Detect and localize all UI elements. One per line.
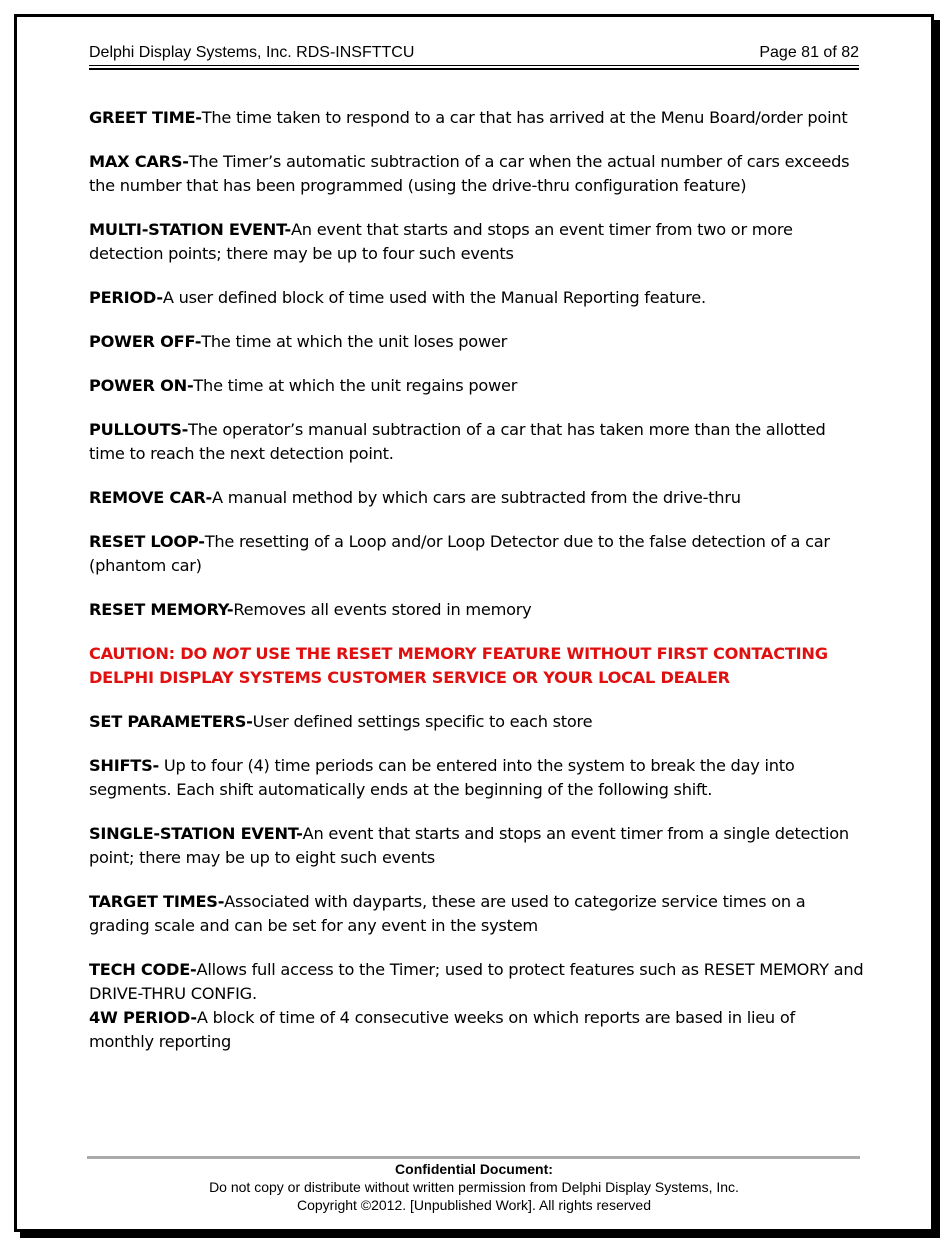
entry-term: SINGLE-STATION EVENT- [89,824,303,843]
entry-definition: The time taken to respond to a car that has arrived at the Menu Board/order point [201,108,848,127]
header-rule [89,65,859,66]
entry-definition: A user defined block of time used with the Manual Reporting feature. [162,288,706,307]
entry-term: MAX CARS- [89,152,189,171]
entry-term: 4W PERIOD- [89,1008,197,1027]
entry-definition: An event that starts and stops an event timer from a single detection point; there may be up to eight such events [89,824,849,867]
page-footer [89,1160,859,1214]
entry-term: POWER OFF- [89,332,202,351]
glossary-entry-shifts [89,754,864,802]
glossary-entry-period [89,286,864,310]
caution-text-end: USE THE RESET MEMORY FEATURE WITHOUT FIRST CONTACTING DELPHI DISPLAY SYSTEMS CUSTOMER SERVICE OR YOUR LOCAL DEALER [89,644,828,687]
entry-term: SHIFTS- [89,756,159,775]
entry-definition: The time at which the unit loses power [201,332,508,351]
header-rule-thick [89,68,859,70]
entry-term: REMOVE CAR- [89,488,213,507]
entry-definition: User defined settings specific to each store [252,712,593,731]
entry-term: GREET TIME- [89,108,202,127]
glossary-entry-pullouts [89,418,864,466]
glossary-entry-greet-time [89,106,864,130]
glossary-content [89,106,864,1074]
caution-warning [89,642,864,690]
entry-definition: A manual method by which cars are subtracted from the drive-thru [212,488,741,507]
entry-term: RESET MEMORY- [89,600,234,619]
glossary-entry-reset-loop [89,530,864,578]
entry-definition: A block of time of 4 consecutive weeks on which reports are based in lieu of monthly reporting [89,1008,795,1051]
glossary-entry-set-parameters [89,710,864,734]
entry-definition: The resetting of a Loop and/or Loop Detector due to the false detection of a car (phantom car) [89,532,830,575]
glossary-entry-power-on [89,374,864,398]
entry-term: PERIOD- [89,288,163,307]
footer-copyright: Copyright ©2012. [Unpublished Work]. All rights reserved [296,1197,651,1213]
glossary-entry-tech-code [89,958,864,1006]
entry-definition: An event that starts and stops an event timer from two or more detection points; there may be up to four such events [89,220,793,263]
entry-term: SET PARAMETERS- [89,712,253,731]
glossary-entry-target-times [89,890,864,938]
entry-term: TECH CODE- [89,960,197,979]
entry-definition: The time at which the unit regains power [193,376,518,395]
entry-definition: The operator’s manual subtraction of a car that has taken more than the allotted time to reach the next detection point. [89,420,826,463]
footer-distribution-notice: Do not copy or distribute without written permission from Delphi Display Systems, Inc. [209,1179,739,1195]
glossary-entry-multi-station-event [89,218,864,266]
entry-definition: Allows full access to the Timer; used to protect features such as RESET MEMORY and DRIVE-THRU CONFIG. [89,960,864,1003]
glossary-entry-reset-memory [89,598,864,622]
entry-definition: Up to four (4) time periods can be entered into the system to break the day into segments. Each shift automatically ends at the beginning of the following shift. [89,756,795,799]
caution-text-start: CAUTION: DO [89,644,213,663]
glossary-entry-max-cars [89,150,864,198]
entry-definition: The Timer’s automatic subtraction of a car when the actual number of cars exceeds the number that has been programmed (using the drive-thru configuration feature) [89,152,850,195]
footer-rule [87,1156,860,1159]
caution-emphasis: NOT [212,644,250,663]
footer-confidential-title: Confidential Document: [395,1161,553,1177]
glossary-entry-power-off [89,330,864,354]
entry-definition: Removes all events stored in memory [233,600,532,619]
header-page-number: Page 81 of 82 [759,44,859,61]
entry-term: TARGET TIMES- [89,892,225,911]
entry-term: PULLOUTS- [89,420,189,439]
entry-term: RESET LOOP- [89,532,205,551]
glossary-entry-4w-period [89,1006,864,1054]
entry-definition: Associated with dayparts, these are used to categorize service times on a grading scale and can be set for any event in the system [89,892,806,935]
glossary-entry-single-station-event [89,822,864,870]
entry-term: MULTI-STATION EVENT- [89,220,291,239]
entry-term: POWER ON- [89,376,194,395]
glossary-entry-remove-car [89,486,864,510]
header-document-id: Delphi Display Systems, Inc. RDS-INSFTTCU [89,44,415,61]
